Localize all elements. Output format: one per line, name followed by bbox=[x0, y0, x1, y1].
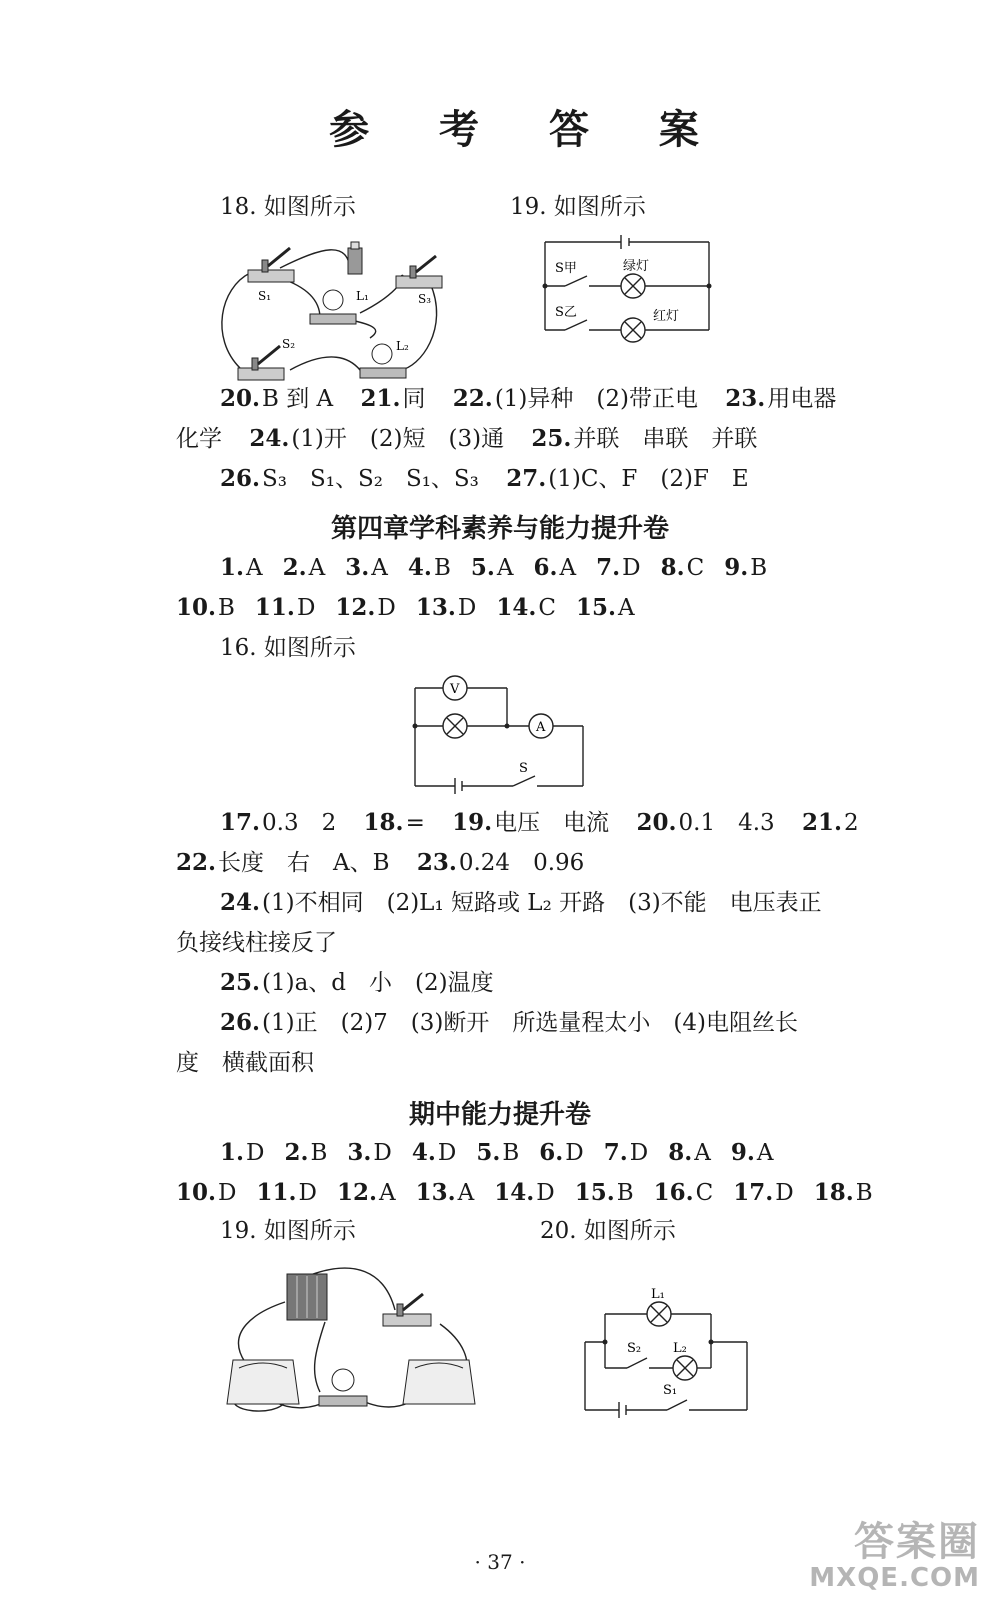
chapter4-heading: 第四章学科素养与能力提升卷 bbox=[330, 514, 669, 544]
answer-item: 9.A bbox=[730, 1139, 774, 1166]
answer-item: 14.C bbox=[496, 594, 556, 621]
fig16-voltmeter-label: V bbox=[450, 682, 460, 697]
answer-item: 3.A bbox=[345, 554, 388, 581]
answer-item: 11.D bbox=[256, 1179, 317, 1206]
answer-26-cont: 度 横截面积 bbox=[176, 1050, 314, 1076]
answer-item: 6.D bbox=[539, 1139, 584, 1166]
figure-16-schematic bbox=[405, 672, 595, 800]
midterm-mc-row-1 bbox=[220, 1138, 793, 1168]
fig16-ammeter-label: A bbox=[536, 720, 546, 735]
fig18-s2-label: S₂ bbox=[282, 337, 296, 351]
answer-item: 1.A bbox=[220, 554, 263, 581]
fig18-l2-label: L₂ bbox=[396, 339, 409, 353]
fig18-l1-label: L₁ bbox=[356, 289, 369, 303]
chapter4-mc-row-1 bbox=[220, 553, 787, 583]
answer-item: 12.D bbox=[335, 594, 396, 621]
answer-item: 2.B bbox=[284, 1139, 328, 1166]
figure-19-schematic bbox=[535, 232, 720, 362]
fig20-l1-label: L₁ bbox=[651, 1287, 665, 1302]
answers-23-25: 化学 24.(1)开 (2)短 (3)通 25.并联 串联 并联 bbox=[176, 425, 758, 452]
page-number: · 37 · bbox=[474, 1550, 526, 1574]
answer-item: 15.A bbox=[575, 594, 635, 621]
fig19-lamp-a: 绿灯 bbox=[623, 259, 650, 274]
midterm-q20-label: 20. 如图所示 bbox=[540, 1218, 676, 1244]
fig16-switch-label: S bbox=[519, 761, 528, 776]
watermark: 答案圈 MXQE.COM bbox=[809, 1519, 980, 1593]
fig19-lamp-b: 红灯 bbox=[653, 309, 680, 324]
answers-20-23: 20.B 到 A 21.同 22.(1)异种 (2)带正电 23.用电器 bbox=[220, 385, 837, 412]
answer-item: 10.B bbox=[176, 594, 235, 621]
answer-item: 6.A bbox=[533, 554, 577, 581]
midterm-mc-row-2 bbox=[176, 1178, 893, 1208]
figure-midterm-19-wiring bbox=[215, 1262, 495, 1422]
answers-17-21: 17.0.3 2 18.= 19.电压 电流 20.0.1 4.3 21.2 bbox=[220, 809, 859, 836]
answer-item: 11.D bbox=[254, 594, 316, 621]
answer-25: 25.(1)a、d 小 (2)温度 bbox=[220, 969, 494, 996]
answer-24-cont: 负接线柱接反了 bbox=[176, 930, 337, 956]
q16-label: 16. 如图所示 bbox=[220, 635, 356, 661]
answer-item: 18.B bbox=[813, 1179, 873, 1206]
answer-item: 13.A bbox=[415, 1179, 475, 1206]
fig20-l2-label: L₂ bbox=[673, 1341, 687, 1356]
answer-item: 15.B bbox=[574, 1179, 634, 1206]
answer-item: 7.D bbox=[596, 554, 641, 581]
answer-item: 14.D bbox=[494, 1179, 555, 1206]
answer-item: 8.C bbox=[660, 554, 705, 581]
answer-26: 26.(1)正 (2)7 (3)断开 所选量程太小 (4)电阻丝长 bbox=[220, 1009, 798, 1036]
midterm-q19-label: 19. 如图所示 bbox=[220, 1218, 356, 1244]
midterm-heading: 期中能力提升卷 bbox=[408, 1100, 591, 1130]
answer-item: 9.B bbox=[724, 554, 768, 581]
fig20-s1-label: S₁ bbox=[663, 1383, 678, 1398]
fig19-switch-b: S乙 bbox=[555, 305, 577, 320]
answer-item: 10.D bbox=[176, 1179, 237, 1206]
answer-item: 13.D bbox=[415, 594, 477, 621]
figure-18-wiring bbox=[210, 228, 460, 398]
q19-label: 19. 如图所示 bbox=[510, 194, 646, 220]
answer-item: 16.C bbox=[653, 1179, 714, 1206]
chapter4-mc-row-2 bbox=[176, 593, 655, 623]
answer-item: 7.D bbox=[603, 1139, 649, 1166]
answer-24: 24.(1)不相同 (2)L₁ 短路或 L₂ 开路 (3)不能 电压表正 bbox=[220, 889, 822, 916]
answer-item: 2.A bbox=[282, 554, 326, 581]
answer-item: 8.A bbox=[668, 1139, 711, 1166]
figure-midterm-20-schematic bbox=[575, 1282, 760, 1422]
answers-22-23: 22.长度 右 A、B 23.0.24 0.96 bbox=[176, 849, 585, 876]
q18-label: 18. 如图所示 bbox=[220, 194, 356, 220]
answers-26-27: 26.S₃ S₁、S₂ S₁、S₃ 27.(1)C、F (2)F E bbox=[220, 465, 749, 492]
answer-item: 12.A bbox=[336, 1179, 396, 1206]
answer-item: 3.D bbox=[347, 1139, 392, 1166]
answer-item: 4.B bbox=[407, 554, 451, 581]
fig18-s3-label: S₃ bbox=[418, 292, 432, 306]
fig19-switch-a: S甲 bbox=[555, 261, 577, 276]
answer-item: 4.D bbox=[411, 1139, 457, 1166]
answer-item: 1.D bbox=[220, 1139, 265, 1166]
answer-item: 5.A bbox=[470, 554, 514, 581]
page-title: 参 考 答 案 bbox=[329, 106, 727, 153]
fig18-s1-label: S₁ bbox=[258, 289, 272, 303]
fig20-s2-label: S₂ bbox=[627, 1341, 642, 1356]
answer-item: 5.B bbox=[476, 1139, 520, 1166]
answer-item: 17.D bbox=[733, 1179, 794, 1206]
